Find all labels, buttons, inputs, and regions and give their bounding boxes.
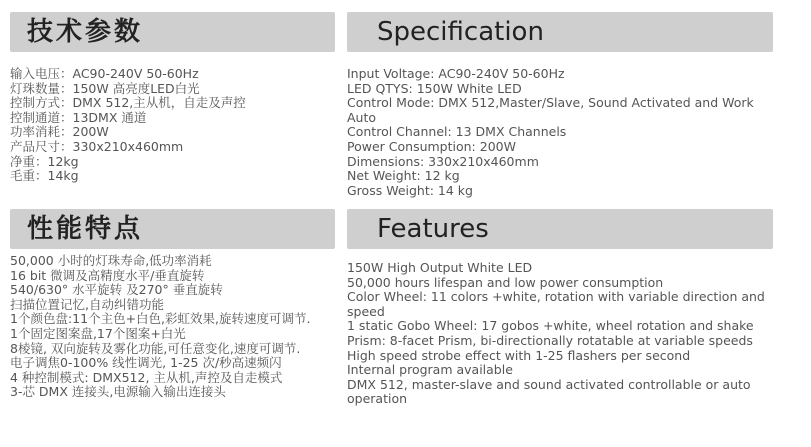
list-item: 1个颜色盘:11个主色+白色,彩虹效果,旋转速度可调节. [10, 311, 311, 327]
specs-en-list [347, 67, 771, 198]
list-item: 3-芯 DMX 连接头,电源输入输出连接头 [10, 384, 226, 400]
list-item: DMX 512, master-slave and sound activated controllable or auto operation [347, 376, 751, 407]
features-en-list [347, 261, 771, 407]
list-item: Control Mode: DMX 512,Master/Slave, Sound Activated and Work Auto [347, 95, 754, 125]
list-item: Prism: 8-facet Prism, bi-directionally rotatable at variable speeds [347, 332, 753, 348]
list-item: 净重：12kg [10, 153, 79, 169]
list-item: Dimensions: 330x210x460mm [347, 153, 539, 169]
features-cn-header [10, 209, 335, 249]
list-item: 16 bit 微调及高精度水平/垂直旋转 [10, 267, 205, 283]
specs-en-title: Specification [377, 17, 544, 47]
list-item: 1个固定图案盘,17个图案+白光 [10, 325, 186, 341]
specs-cn-title: 技术参数 [27, 17, 144, 47]
list-item: Gross Weight: 14 kg [347, 182, 473, 198]
specs-cn-header [10, 12, 335, 52]
list-item: 控制通道：13DMX 通道 [10, 109, 147, 125]
specs-cn-list [10, 67, 335, 184]
list-item: Internal program available [347, 362, 513, 378]
features-en-title: Features [377, 214, 489, 244]
list-item: 灯珠数量：150W 高亮度LED白光 [10, 80, 200, 96]
list-item: Power Consumption: 200W [347, 138, 516, 154]
list-item: 扫描位置记忆,自动纠错功能 [10, 296, 164, 312]
list-item: 电子调焦0-100% 线性调光, 1-25 次/秒高速频闪 [10, 355, 282, 371]
list-item: Control Channel: 13 DMX Channels [347, 124, 567, 140]
list-item: High speed strobe effect with 1-25 flashers per second [347, 347, 691, 363]
list-item: 4 种控制模式: DMX512, 主从机,声控及自走模式 [10, 369, 283, 385]
list-item: 控制方式：DMX 512,主从机，自走及声控 [10, 95, 246, 111]
list-item: 50,000 小时的灯珠寿命,低功率消耗 [10, 253, 212, 268]
specs-en-header [347, 12, 773, 52]
list-item: 8棱镜, 双向旋转及雾化功能,可任意变化,速度可调节. [10, 340, 301, 356]
list-item: 毛重：14kg [10, 168, 79, 184]
list-item: 150W High Output White LED [347, 260, 533, 275]
list-item: 功率消耗：200W [10, 124, 109, 140]
list-item: Color Wheel: 11 colors +white, rotation with variable direction and speed [347, 289, 765, 319]
list-item: 产品尺寸：330x210x460mm [10, 138, 184, 154]
list-item: Net Weight: 12 kg [347, 168, 460, 184]
list-item: 50,000 hours lifespan and low power consumption [347, 274, 664, 290]
features-cn-list [10, 254, 328, 400]
list-item: LED QTYS: 150W White LED [347, 80, 522, 96]
features-en-header [347, 209, 773, 249]
list-item: Input Voltage: AC90-240V 50-60Hz [347, 66, 565, 81]
list-item: 输入电压：AC90-240V 50-60Hz [10, 66, 199, 81]
features-cn-title: 性能特点 [27, 214, 144, 244]
list-item: 1 static Gobo Wheel: 17 gobos +white, wheel rotation and shake [347, 318, 754, 334]
list-item: 540/630° 水平旋转 及270° 垂直旋转 [10, 282, 223, 298]
